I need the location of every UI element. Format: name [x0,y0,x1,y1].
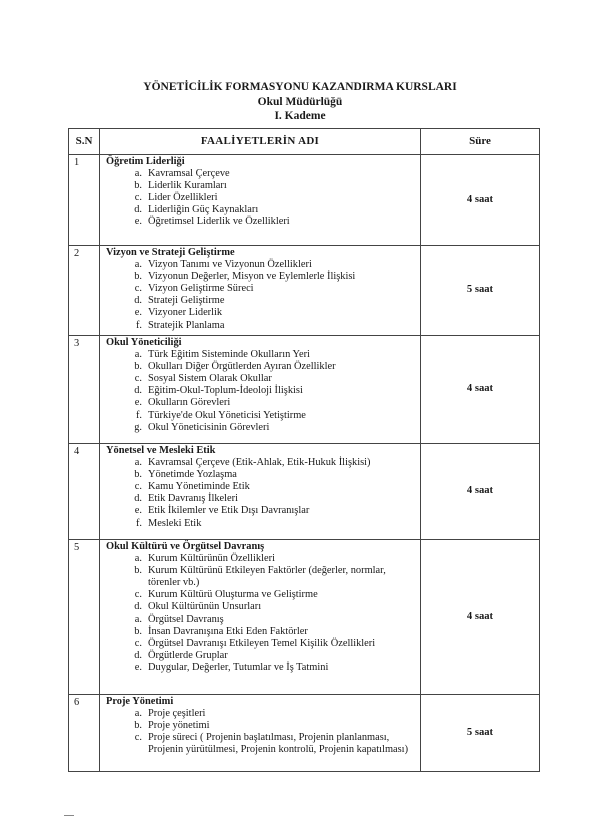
document-header [0,80,600,124]
section-duration: 4 saat [421,540,540,695]
section-content [100,540,421,695]
list-item-text: Türk Eğitim Sisteminde Okulların Yeri [148,349,310,361]
column-header-duration: Süre [421,129,540,155]
list-item-text: Kavramsal Çerçeve (Etik-Ahlak, Etik-Hukuk İlişkisi) [148,457,371,469]
list-item-text: Lider Özellikleri [148,192,218,204]
list-item [106,320,416,332]
list-item [106,565,416,589]
list-item-letter: b. [134,625,142,637]
list-item-letter: g. [134,421,142,433]
list-item-text: Kurum Kültürünü Etkileyen Faktörler (değerler, normlar, törenler vb.) [148,565,386,589]
list-item-letter: d. [134,295,142,307]
section-title: Yönetsel ve Mesleki Etik [106,445,216,456]
list-item-letter: b. [134,180,142,192]
list-item [106,192,416,204]
list-item [106,614,416,626]
list-item [106,373,416,385]
list-item-text: Liderlik Kuramları [148,180,227,192]
list-item-letter: c. [134,192,142,204]
section-title: Okul Yöneticiliği [106,337,182,348]
list-item-text: Liderliğin Güç Kaynakları [148,204,259,216]
table-body [69,155,540,772]
list-item [106,283,416,295]
list-item-letter: e. [134,307,142,319]
list-item-letter: d. [134,204,142,216]
list-item-letter: d. [134,649,142,661]
table-row [69,695,540,772]
list-item-text: Örgütsel Davranış [148,613,224,625]
list-item-text: Örgütlerde Gruplar [148,649,228,661]
list-item [106,361,416,373]
list-item [106,638,416,650]
list-item-letter: b. [134,361,142,373]
list-item [106,216,416,228]
section-number: 1 [69,155,100,246]
section-content [100,155,421,246]
list-item-text: Strateji Geliştirme [148,295,225,307]
section-number: 3 [69,336,100,444]
table-header-row [69,129,540,155]
section-number: 4 [69,444,100,540]
course-table [68,128,540,772]
section-number: 6 [69,695,100,772]
list-item [106,626,416,638]
list-item [106,349,416,361]
list-item-letter: d. [134,601,142,613]
list-item [106,662,416,674]
list-item-text: Vizyon Geliştirme Süreci [148,283,254,295]
list-item-letter: c. [134,283,142,295]
list-item-text: Eğitim-Okul-Toplum-İdeoloji İlişkisi [148,385,303,397]
section-title: Öğretim Liderliği [106,156,185,167]
list-item-text: Yönetimde Yozlaşma [148,469,237,481]
list-item-letter: a. [134,349,142,361]
section-content [100,695,421,772]
list-item-text: Okulların Görevleri [148,397,231,409]
table-row [69,246,540,336]
list-item [106,553,416,565]
list-item-letter: a. [134,553,142,565]
list-item [106,180,416,192]
list-item-text: Proje süreci ( Projenin başlatılması, Projenin planlanması, Projenin yürütülmesi, Projenin kontrolü, Projenin kapatılması) [148,732,409,756]
list-item-text: Duygular, Değerler, Tutumlar ve İş Tatmini [148,661,329,673]
list-item-text: Kavramsal Çerçeve [148,168,230,180]
list-item-text: Türkiye'de Okul Yöneticisi Yetiştirme [148,409,306,421]
list-item [106,469,416,481]
list-item [106,493,416,505]
section-number: 2 [69,246,100,336]
list-item [106,650,416,662]
list-item-text: Vizyoner Liderlik [148,307,223,319]
list-item-letter: b. [134,469,142,481]
list-item-text: Etik İkilemler ve Etik Dışı Davranışlar [148,505,310,517]
list-item [106,259,416,271]
list-item [106,732,416,756]
list-item-letter: f. [135,409,142,421]
list-item [106,457,416,469]
list-item-text: Kurum Kültürünün Özellikleri [148,553,275,565]
section-title: Vizyon ve Strateji Geliştirme [106,247,235,258]
section-content [100,336,421,444]
list-item-letter: f. [135,319,142,331]
list-item-text: Sosyal Sistem Olarak Okullar [148,373,272,385]
list-item [106,271,416,283]
list-item-letter: d. [134,385,142,397]
list-item-text: Öğretimsel Liderlik ve Özellikleri [148,216,290,228]
section-duration: 4 saat [421,444,540,540]
list-item-text: Okul Kültürünün Unsurları [148,601,262,613]
list-item [106,295,416,307]
list-item-letter: c. [134,589,142,601]
list-item-letter: a. [134,168,142,180]
list-item [106,518,416,530]
list-item-text: Kurum Kültürü Oluşturma ve Geliştirme [148,589,318,601]
list-item-text: İnsan Davranışına Etki Eden Faktörler [148,625,308,637]
section-duration: 5 saat [421,246,540,336]
list-item [106,601,416,613]
section-content [100,444,421,540]
table-row [69,155,540,246]
list-item-letter: f. [135,517,142,529]
list-item [106,422,416,434]
list-item [106,168,416,180]
list-item-letter: d. [134,493,142,505]
list-item [106,481,416,493]
footer-mark [64,815,74,816]
list-item-text: Etik Davranış İlkeleri [148,493,239,505]
list-item-letter: a. [134,457,142,469]
section-duration: 4 saat [421,155,540,246]
list-item [106,708,416,720]
list-item-text: Okul Yöneticisinin Görevleri [148,421,270,433]
list-item-text: Proje çeşitleri [148,708,206,720]
list-item-text: Vizyonun Değerler, Misyon ve Eylemlerle İlişkisi [148,271,356,283]
list-item-letter: e. [134,397,142,409]
list-item-letter: a. [134,708,142,720]
list-item-letter: c. [134,732,142,744]
list-item-text: Stratejik Planlama [148,319,225,331]
list-item-text: Proje yönetimi [148,720,210,732]
list-item-text: Okulları Diğer Örgütlerden Ayıran Özellikler [148,361,336,373]
column-header-sn: S.N [69,129,100,155]
list-item [106,410,416,422]
list-item-letter: b. [134,271,142,283]
list-item [106,589,416,601]
list-item-letter: c. [134,637,142,649]
list-item-text: Kamu Yönetiminde Etik [148,481,250,493]
list-item-letter: c. [134,373,142,385]
list-item [106,204,416,216]
section-duration: 5 saat [421,695,540,772]
column-header-activity: FAALİYETLERİN ADI [100,129,421,155]
document-title: YÖNETİCİLİK FORMASYONU KAZANDIRMA KURSLARI [143,81,457,93]
list-item-letter: c. [134,481,142,493]
table-row [69,540,540,695]
document-subtitle: Okul Müdürlüğü [257,95,343,108]
section-number: 5 [69,540,100,695]
section-title: Proje Yönetimi [106,696,174,707]
section-content [100,246,421,336]
list-item [106,505,416,517]
list-item-letter: b. [134,720,142,732]
list-item [106,307,416,319]
list-item-letter: b. [134,565,142,577]
list-item-text: Mesleki Etik [148,517,202,529]
list-item-letter: a. [134,613,142,625]
list-item-letter: e. [134,216,142,228]
list-item [106,720,416,732]
list-item-letter: a. [134,259,142,271]
list-item-text: Vizyon Tanımı ve Vizyonun Özellikleri [148,259,312,271]
section-duration: 4 saat [421,336,540,444]
list-item-text: Örgütsel Davranışı Etkileyen Temel Kişilik Özellikleri [148,637,376,649]
list-item-letter: e. [134,505,142,517]
list-item [106,385,416,397]
list-item [106,397,416,409]
table-row [69,444,540,540]
list-item-letter: e. [134,661,142,673]
document-level: I. Kademe [274,110,326,122]
section-title: Okul Kültürü ve Örgütsel Davranış [106,541,265,552]
table-row [69,336,540,444]
